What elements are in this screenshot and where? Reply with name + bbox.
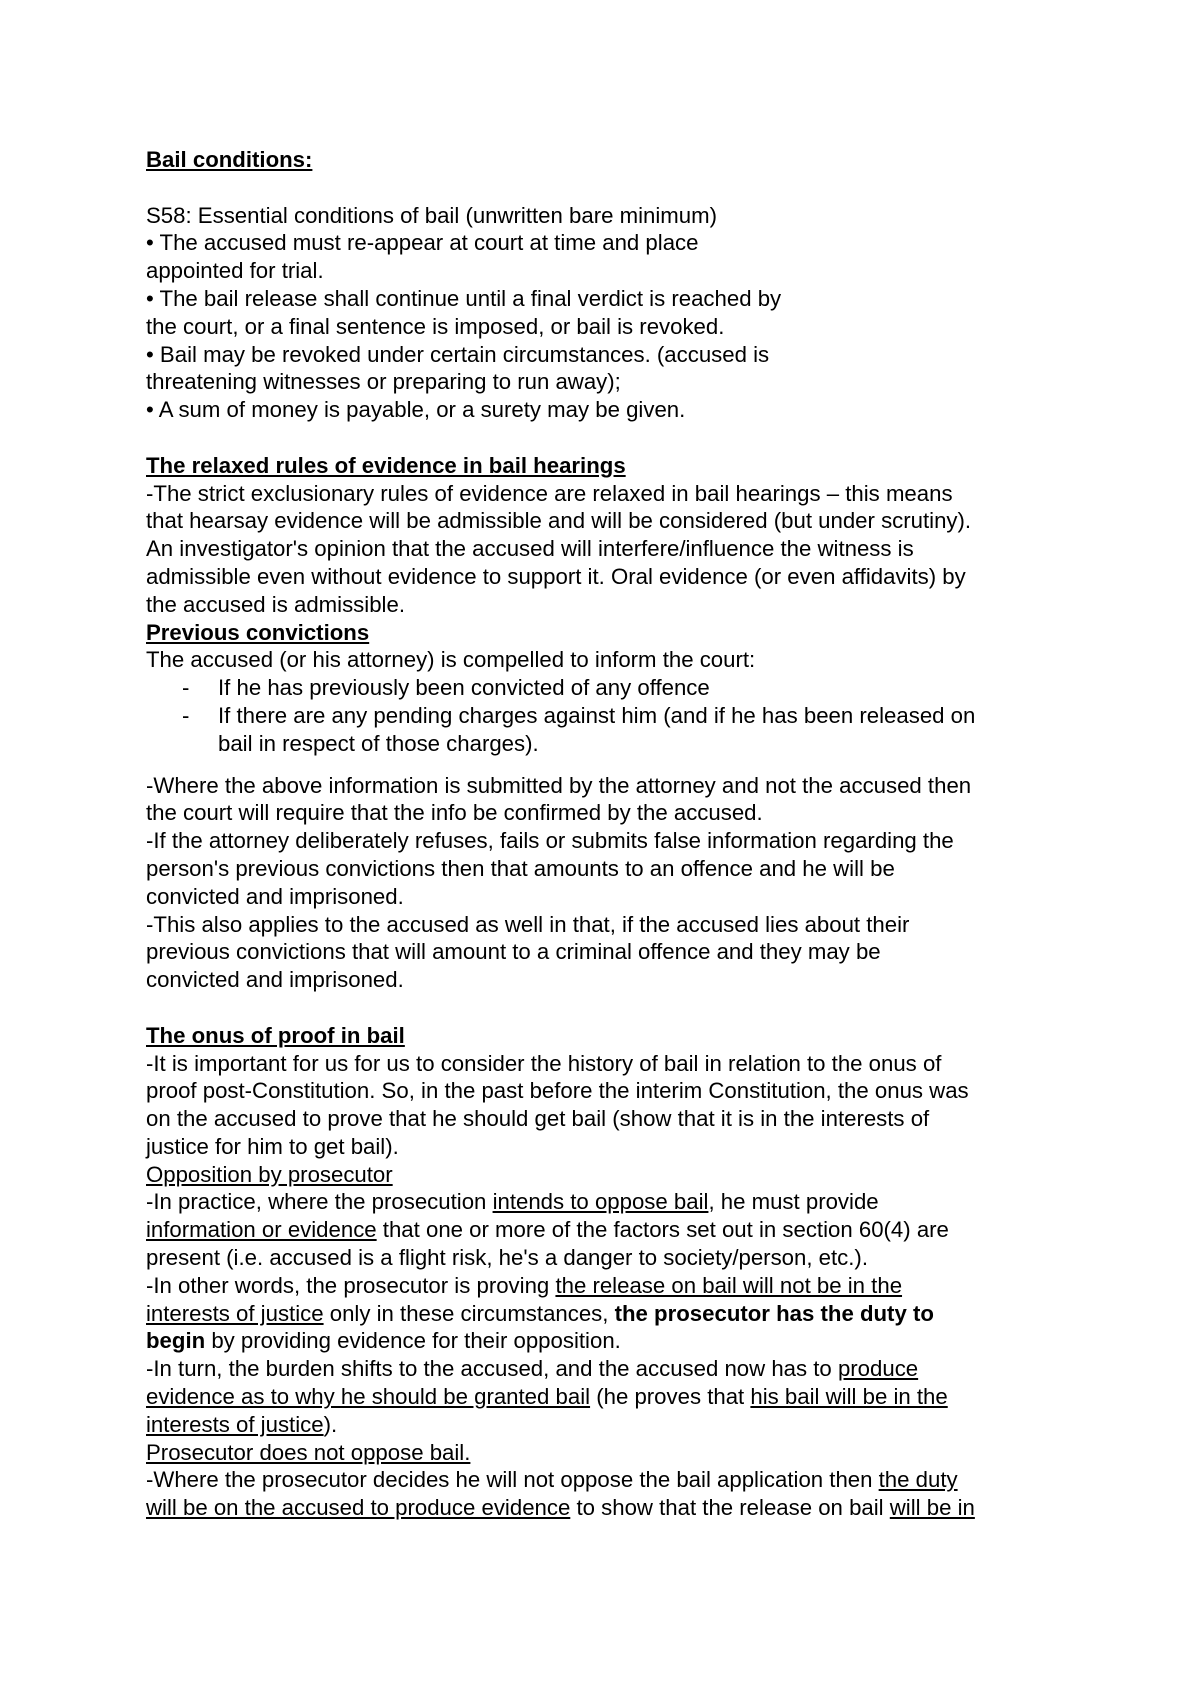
text-line: the court, or a final sentence is imposed, or bail is revoked. xyxy=(146,313,725,339)
bullet-line: • A sum of money is payable, or a surety may be given. xyxy=(146,397,686,423)
list-item-text: If he has previously been convicted of any offence xyxy=(218,675,710,701)
bullet-line: • The accused must re-appear at court at time and place xyxy=(146,230,699,256)
text-line: person's previous convictions then that amounts to an offence and he will be xyxy=(146,855,895,881)
text-line: -In turn, the burden shifts to the accused, and the accused now has to produce xyxy=(146,1356,919,1382)
text-line: admissible even without evidence to support it. Oral evidence (or even affidavits) by xyxy=(146,563,966,589)
spacer xyxy=(146,758,1080,772)
text-line: The accused (or his attorney) is compelled to inform the court: xyxy=(146,647,756,673)
bullet-line: • The bail release shall continue until a final verdict is reached by xyxy=(146,285,782,311)
list-item xyxy=(146,674,1080,702)
text-line: justice for him to get bail). xyxy=(146,1133,399,1159)
text-line: proof post-Constitution. So, in the past before the interim Constitution, the onus was xyxy=(146,1078,969,1104)
spacer xyxy=(146,424,1080,452)
text-line: appointed for trial. xyxy=(146,258,324,284)
text-line: -The strict exclusionary rules of evidence are relaxed in bail hearings – this means xyxy=(146,480,953,506)
text-line: An investigator's opinion that the accused will interfere/influence the witness is xyxy=(146,536,914,562)
text-line: information or evidence that one or more of the factors set out in section 60(4) are xyxy=(146,1217,949,1243)
list-item-text: If there are any pending charges against him (and if he has been released on xyxy=(218,702,976,728)
spacer xyxy=(146,174,1080,202)
spacer xyxy=(146,994,1080,1022)
text-line: the court will require that the info be confirmed by the accused. xyxy=(146,800,763,826)
bullet-line: • Bail may be revoked under certain circumstances. (accused is xyxy=(146,341,770,367)
heading-onus-of-proof: The onus of proof in bail xyxy=(146,1022,405,1048)
text-line: -In practice, where the prosecution intends to oppose bail, he must provide xyxy=(146,1189,879,1215)
text-line: on the accused to prove that he should get bail (show that it is in the interests of xyxy=(146,1106,930,1132)
text-line: S58: Essential conditions of bail (unwritten bare minimum) xyxy=(146,202,717,228)
text-line: -In other words, the prosecutor is proving the release on bail will not be in the xyxy=(146,1272,903,1298)
text-line: interests of justice only in these circumstances, the prosecutor has the duty to xyxy=(146,1300,934,1326)
subheading-opposition-by-prosecutor: Opposition by prosecutor xyxy=(146,1161,393,1187)
text-line: convicted and imprisoned. xyxy=(146,967,404,993)
text-line: will be on the accused to produce evidence to show that the release on bail will be in xyxy=(146,1495,975,1521)
text-line: convicted and imprisoned. xyxy=(146,883,404,909)
text-line: interests of justice). xyxy=(146,1411,338,1437)
text-line: evidence as to why he should be granted bail (he proves that his bail will be in the xyxy=(146,1384,948,1410)
list-item xyxy=(146,702,1080,730)
text-line: threatening witnesses or preparing to run away); xyxy=(146,369,621,395)
text-line: that hearsay evidence will be admissible and will be considered (but under scrutiny). xyxy=(146,508,972,534)
text-line: the accused is admissible. xyxy=(146,591,405,617)
dash-marker: - xyxy=(182,675,190,701)
subheading-prosecutor-does-not-oppose: Prosecutor does not oppose bail. xyxy=(146,1439,471,1465)
text-line: begin by providing evidence for their opposition. xyxy=(146,1328,621,1354)
text-line: previous convictions that will amount to a criminal offence and they may be xyxy=(146,939,881,965)
text-line: present (i.e. accused is a flight risk, he's a danger to society/person, etc.). xyxy=(146,1245,868,1271)
heading-previous-convictions: Previous convictions xyxy=(146,619,370,645)
dash-marker: - xyxy=(182,702,190,728)
list-item-continuation xyxy=(146,730,1080,758)
text-line: -If the attorney deliberately refuses, fails or submits false information regarding the xyxy=(146,828,954,854)
text-line: -It is important for us for us to consider the history of bail in relation to the onus of xyxy=(146,1050,942,1076)
text-line: -Where the above information is submitted by the attorney and not the accused then xyxy=(146,772,972,798)
list-item-text: bail in respect of those charges). xyxy=(218,730,539,756)
text-line: -Where the prosecutor decides he will not oppose the bail application then the duty xyxy=(146,1467,958,1493)
text-line: -This also applies to the accused as well in that, if the accused lies about their xyxy=(146,911,910,937)
heading-relaxed-rules: The relaxed rules of evidence in bail hearings xyxy=(146,452,626,478)
heading-bail-conditions: Bail conditions: xyxy=(146,147,313,172)
